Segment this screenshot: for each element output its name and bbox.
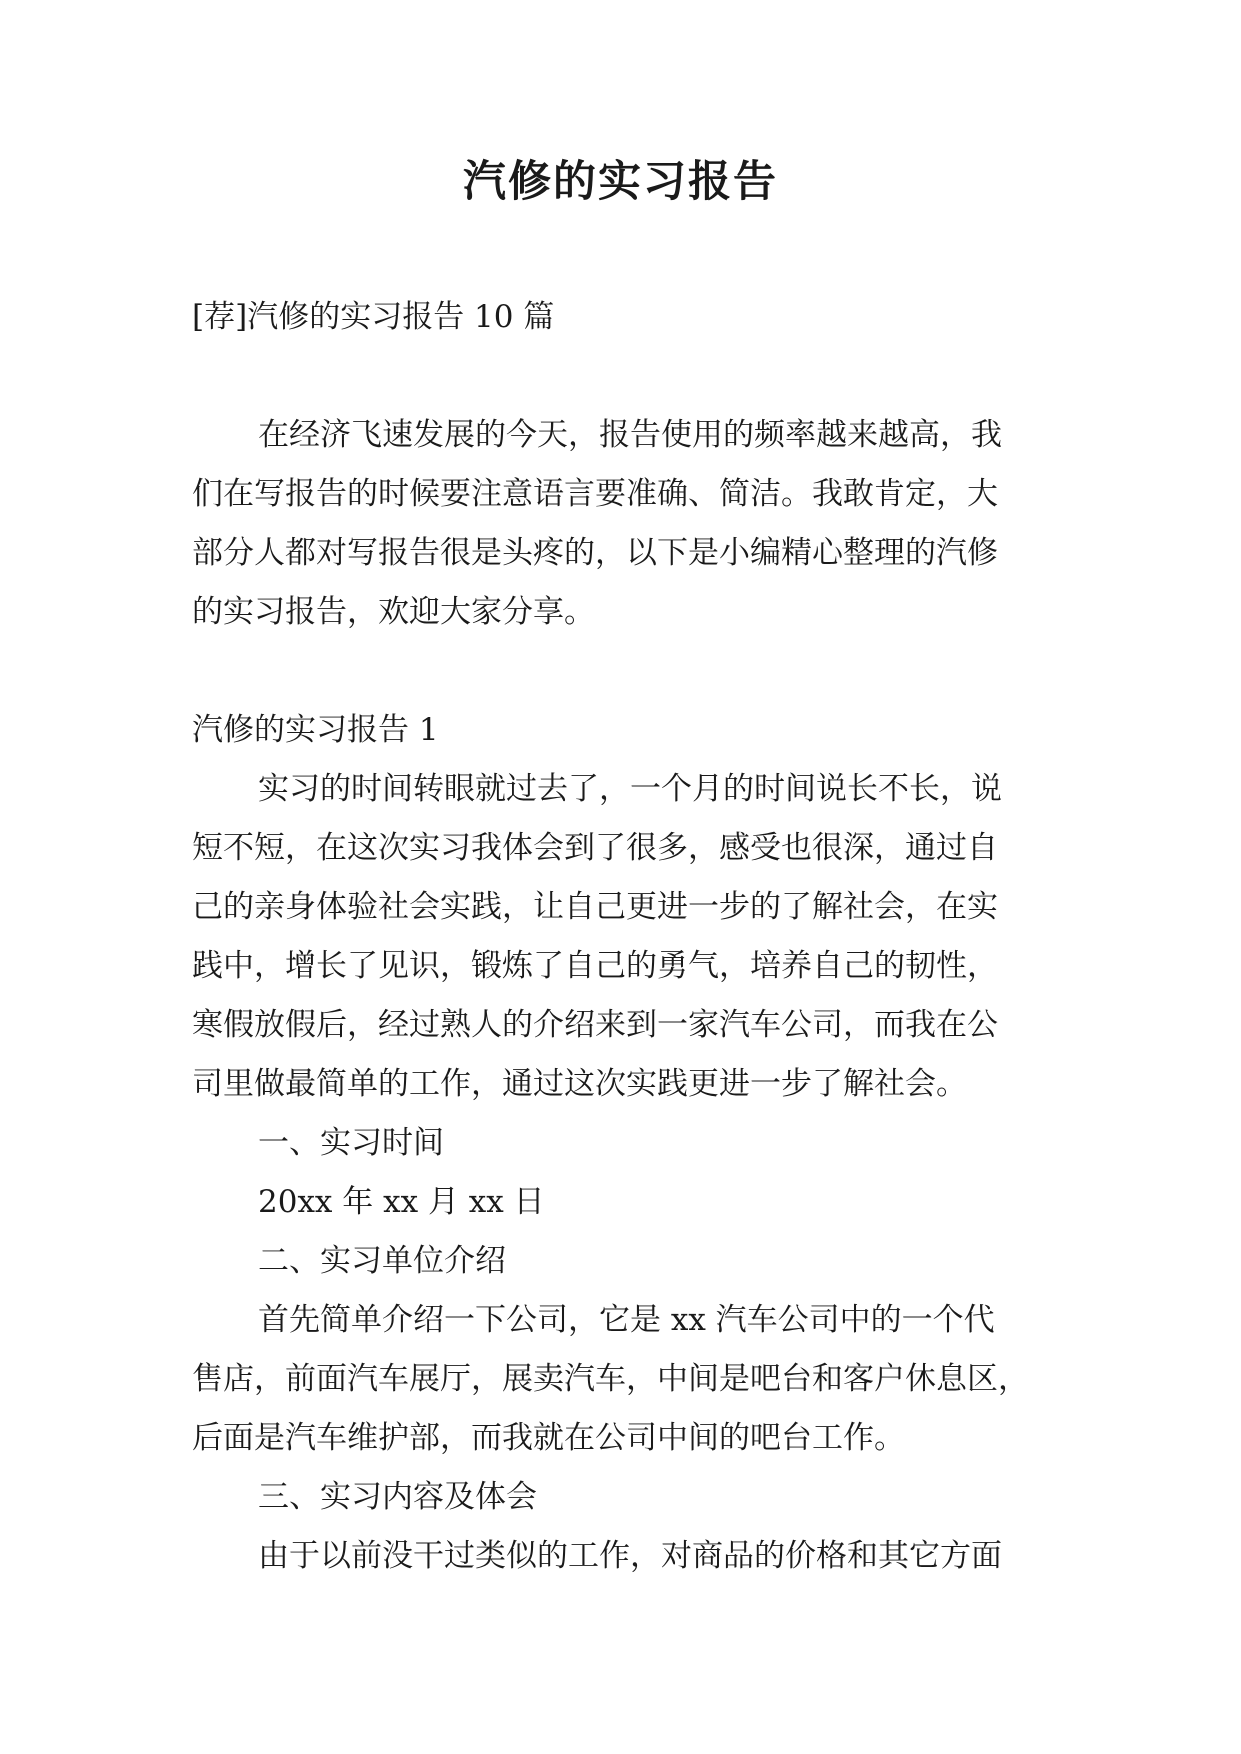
paragraph-line: 部分人都对写报告很是头疼的，以下是小编精心整理的汽修	[192, 535, 998, 571]
spacer	[192, 642, 1072, 701]
section-heading: 汽修的实习报告 1	[192, 712, 439, 748]
paragraph-line: 首先简单介绍一下公司，它是 xx 汽车公司中的一个代	[258, 1302, 995, 1338]
content-paragraph	[192, 1527, 1072, 1586]
internship-date: 20xx 年 xx 月 xx 日	[258, 1184, 545, 1220]
paragraph-line: 后面是汽车维护部，而我就在公司中间的吧台工作。	[192, 1420, 905, 1456]
paragraph-line: 践中，增长了见识，锻炼了自己的勇气，培养自己的韧性，	[192, 948, 998, 984]
intro-paragraph	[192, 406, 1072, 642]
document-body	[192, 288, 1072, 1586]
section1-paragraph	[192, 760, 1072, 1114]
subheading-time: 一、实习时间	[258, 1125, 444, 1161]
paragraph-line: 短不短，在这次实习我体会到了很多，感受也很深，通过自	[192, 830, 998, 866]
paragraph-line: 由于以前没干过类似的工作，对商品的价格和其它方面	[258, 1538, 1002, 1574]
paragraph-line: 寒假放假后，经过熟人的介绍来到一家汽车公司，而我在公	[192, 1007, 998, 1043]
subheading-unit: 二、实习单位介绍	[258, 1243, 506, 1279]
paragraph-line: 司里做最简单的工作，通过这次实践更进一步了解社会。	[192, 1066, 967, 1102]
paragraph-line: 的实习报告，欢迎大家分享。	[192, 594, 595, 630]
subtitle: [荐]汽修的实习报告 10 篇	[192, 299, 555, 335]
paragraph-line: 售店，前面汽车展厅，展卖汽车，中间是吧台和客户休息区，	[192, 1361, 1029, 1397]
paragraph-line: 们在写报告的时候要注意语言要准确、简洁。我敢肯定，大	[192, 476, 998, 512]
unit-paragraph	[192, 1291, 1072, 1468]
paragraph-line: 己的亲身体验社会实践，让自己更进一步的了解社会，在实	[192, 889, 998, 925]
subheading-content: 三、实习内容及体会	[258, 1479, 537, 1515]
document-title: 汽修的实习报告	[463, 157, 778, 207]
paragraph-line: 在经济飞速发展的今天，报告使用的频率越来越高，我	[258, 417, 1002, 453]
spacer	[192, 347, 1072, 406]
paragraph-line: 实习的时间转眼就过去了，一个月的时间说长不长，说	[258, 771, 1002, 807]
